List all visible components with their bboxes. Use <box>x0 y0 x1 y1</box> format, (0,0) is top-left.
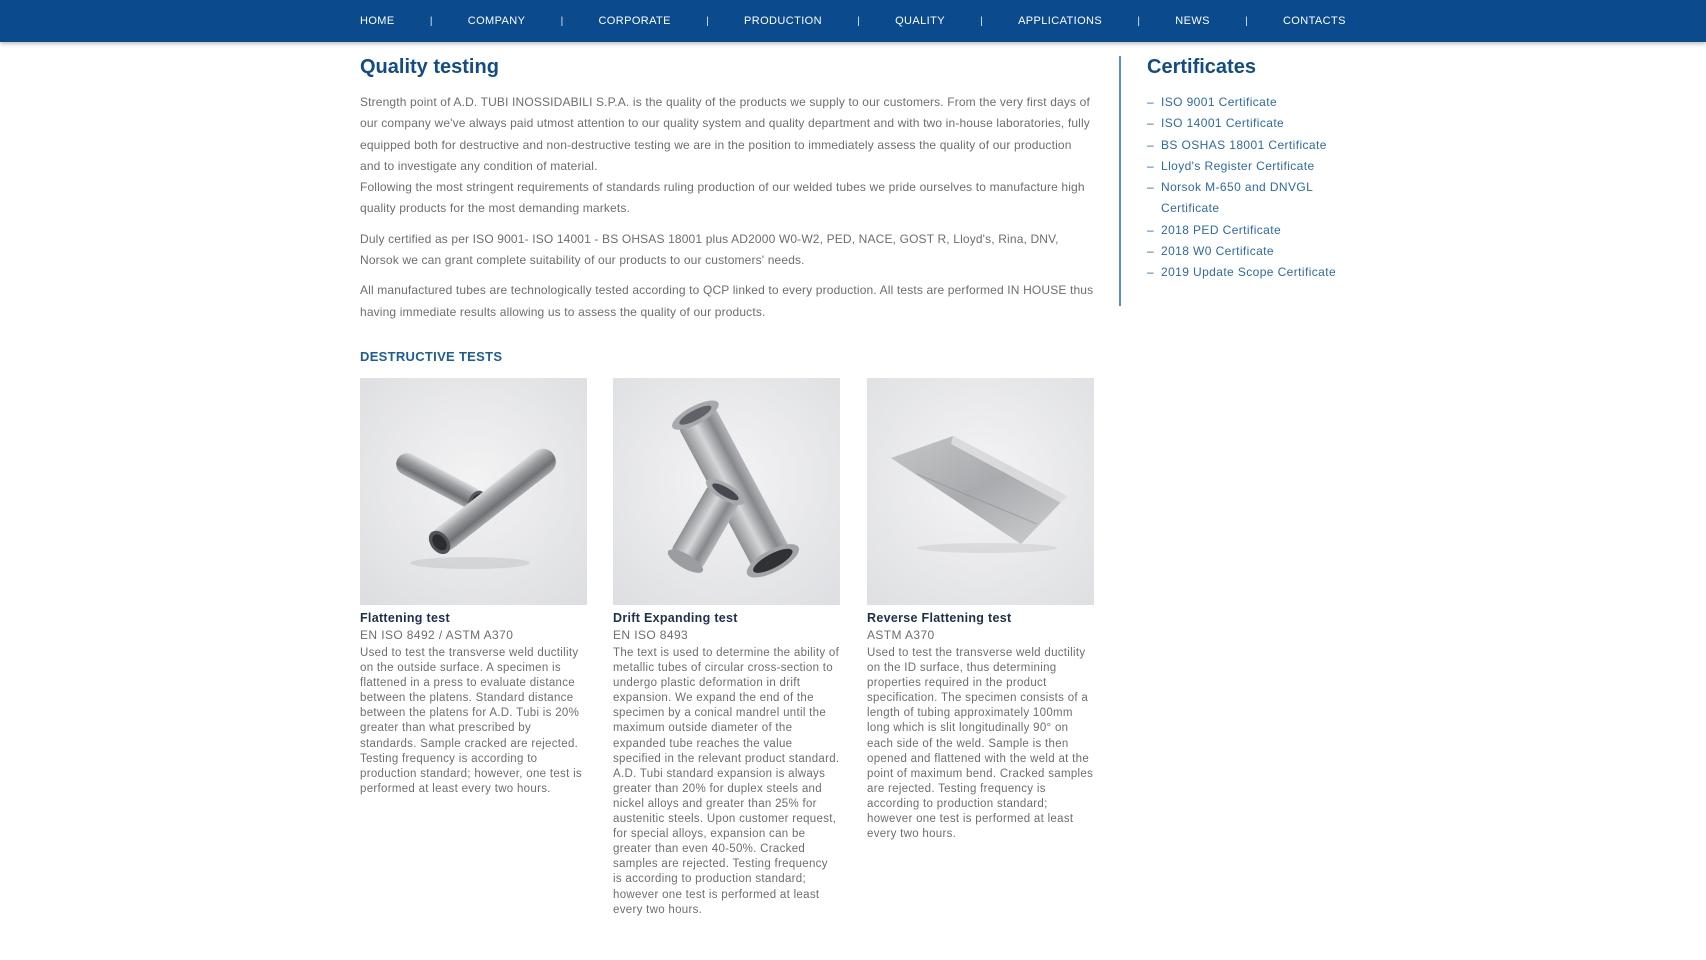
dash-icon: – <box>1147 180 1154 195</box>
certificate-link-2018-w0[interactable]: 2018 W0 Certificate <box>1161 244 1274 259</box>
reverse-flattened-strip-photo[interactable] <box>867 378 1094 605</box>
card-standard: EN ISO 8493 <box>613 628 689 642</box>
card-title: Flattening test <box>360 611 450 625</box>
list-item <box>1147 92 1367 113</box>
dash-icon: – <box>1147 137 1154 152</box>
intro-text <box>360 92 1094 332</box>
card-standard: EN ISO 8492 / ASTM A370 <box>360 628 514 642</box>
nav-separator: | <box>706 15 709 27</box>
test-card-flattening <box>360 378 587 797</box>
intro-paragraph-4: All manufactured tubes are technologically tested according to QCP linked to every production. All tests are performed IN HOUSE thus having immediate results allowing us to assess the quality of our products. <box>360 283 1094 319</box>
list-item <box>1147 113 1367 134</box>
intro-paragraph-1: Strength point of A.D. TUBI INOSSIDABILI S.P.A. is the quality of the products we supply to our customers. From the very first days of our company we've always paid utmost attention to our quality system and quality department and with two in-house laboratories, fully equipped both for destructive and non-destructive testing we are in the position to immediately assess the quality of our production and to investigate any condition of material. <box>360 95 1090 173</box>
dash-icon: – <box>1147 158 1154 173</box>
list-item <box>1147 241 1367 262</box>
nav-separator: | <box>980 15 983 27</box>
nav-item-quality[interactable]: QUALITY <box>895 15 945 27</box>
card-title: Reverse Flattening test <box>867 611 1012 625</box>
dash-icon: – <box>1147 244 1154 259</box>
list-item <box>1147 262 1367 283</box>
expanded-tubes-photo[interactable] <box>613 378 840 605</box>
card-standard: ASTM A370 <box>867 628 935 642</box>
list-item <box>1147 135 1367 156</box>
nav-separator: | <box>1245 15 1248 27</box>
nav-separator: | <box>429 15 433 27</box>
nav-separator: | <box>857 15 860 27</box>
nav-item-company[interactable]: COMPANY <box>467 15 526 27</box>
sidebar-divider <box>1119 56 1121 306</box>
dash-icon: – <box>1147 95 1154 109</box>
intro-paragraph-2: Following the most stringent requirements of standards ruling production of our welded tubes we pride ourselves to manufacture high quality products for the most demanding markets. <box>360 180 1085 216</box>
intro-paragraph-3: Duly certified as per ISO 9001- ISO 14001 - BS OHSAS 18001 plus AD2000 W0-W2, PED, NACE, GOST R, Lloyd's, Rina, DNV, Norsok we can grant complete suitability of our products to our customers' needs. <box>360 231 1059 268</box>
certificate-link-iso-14001[interactable]: ISO 14001 Certificate <box>1161 116 1285 131</box>
flattened-tubes-photo[interactable] <box>360 378 587 605</box>
nav-item-news[interactable]: NEWS <box>1175 15 1210 27</box>
section-heading-destructive-tests: DESTRUCTIVE TESTS <box>360 349 503 364</box>
card-description: Used to test the transverse weld ductility on the outside surface. A specimen is flattened in a press to evaluate distance between the platens. Standard distance between the platens for A.D. Tubi is 20% greater than what prescribed by standards. Sample cracked are rejected. Testing frequency is according to production standard; however, one test is performed at least every two hours. <box>360 647 582 795</box>
list-item <box>1147 156 1367 177</box>
card-title: Drift Expanding test <box>613 611 738 625</box>
nav-item-applications[interactable]: APPLICATIONS <box>1018 15 1103 27</box>
nav-item-corporate[interactable]: CORPORATE <box>598 15 671 27</box>
page-title: Quality testing <box>360 56 499 78</box>
nav-separator: | <box>1137 15 1140 27</box>
certificate-link-iso-9001[interactable]: ISO 9001 Certificate <box>1161 95 1278 109</box>
card-description: Used to test the transverse weld ductility on the ID surface, thus determining properties required in the product specification. The specimen consists of a length of tubing approximately 100mm long which is slit longitudinally 90° on each side of the weld. Sample is then opened and flattened with the weld at the point of maximum bend. Cracked samples are rejected. Testing frequency is according to production standard; however one test is performed at least every two hours. <box>867 647 1094 841</box>
test-card-reverse-flattening <box>867 378 1094 842</box>
dash-icon: – <box>1147 116 1154 131</box>
card-description: The text is used to determine the ability of metallic tubes of circular cross-section to undergo plastic deformation in drift expansion. We expand the end of the specimen by a conical mandrel until the maximum outside diameter of the expanded tube reaches the value specified in the relevant product standard. A.D. Tubi standard expansion is always greater than 20% for duplex steels and nickel alloys and greater than 25% for austenitic steels. Upon customer request, for special alloys, expansion can be greater than even 40-50%. Cracked samples are rejected. Testing frequency is according to production standard; however one test is performed at least every two hours. <box>613 647 840 916</box>
test-cards <box>360 378 1094 960</box>
list-item <box>1147 177 1367 220</box>
list-item <box>1147 220 1367 241</box>
intro-paragraph <box>360 92 1094 220</box>
certificate-link-2019-update-scope[interactable]: 2019 Update Scope Certificate <box>1161 265 1337 280</box>
certificate-list <box>1147 92 1367 284</box>
dash-icon: – <box>1147 265 1154 280</box>
certificate-link-bs-oshas-18001[interactable]: BS OSHAS 18001 Certificate <box>1161 137 1327 152</box>
nav-separator: | <box>560 15 564 27</box>
nav-item-home[interactable]: HOME <box>360 15 395 27</box>
dash-icon: – <box>1147 222 1154 237</box>
nav-menu <box>360 0 1346 42</box>
sidebar-title: Certificates <box>1147 56 1256 78</box>
certificate-link-2018-ped[interactable]: 2018 PED Certificate <box>1161 222 1282 237</box>
certificate-link-norsok-dnvgl[interactable]: Norsok M-650 and DNVGL Certificate <box>1161 180 1313 216</box>
top-navigation-bar <box>0 0 1706 42</box>
nav-item-production[interactable]: PRODUCTION <box>744 15 822 27</box>
nav-item-contacts[interactable]: CONTACTS <box>1282 15 1346 27</box>
certificate-link-lloyds-register[interactable]: Lloyd's Register Certificate <box>1161 158 1315 173</box>
test-card-drift-expanding <box>613 378 840 918</box>
